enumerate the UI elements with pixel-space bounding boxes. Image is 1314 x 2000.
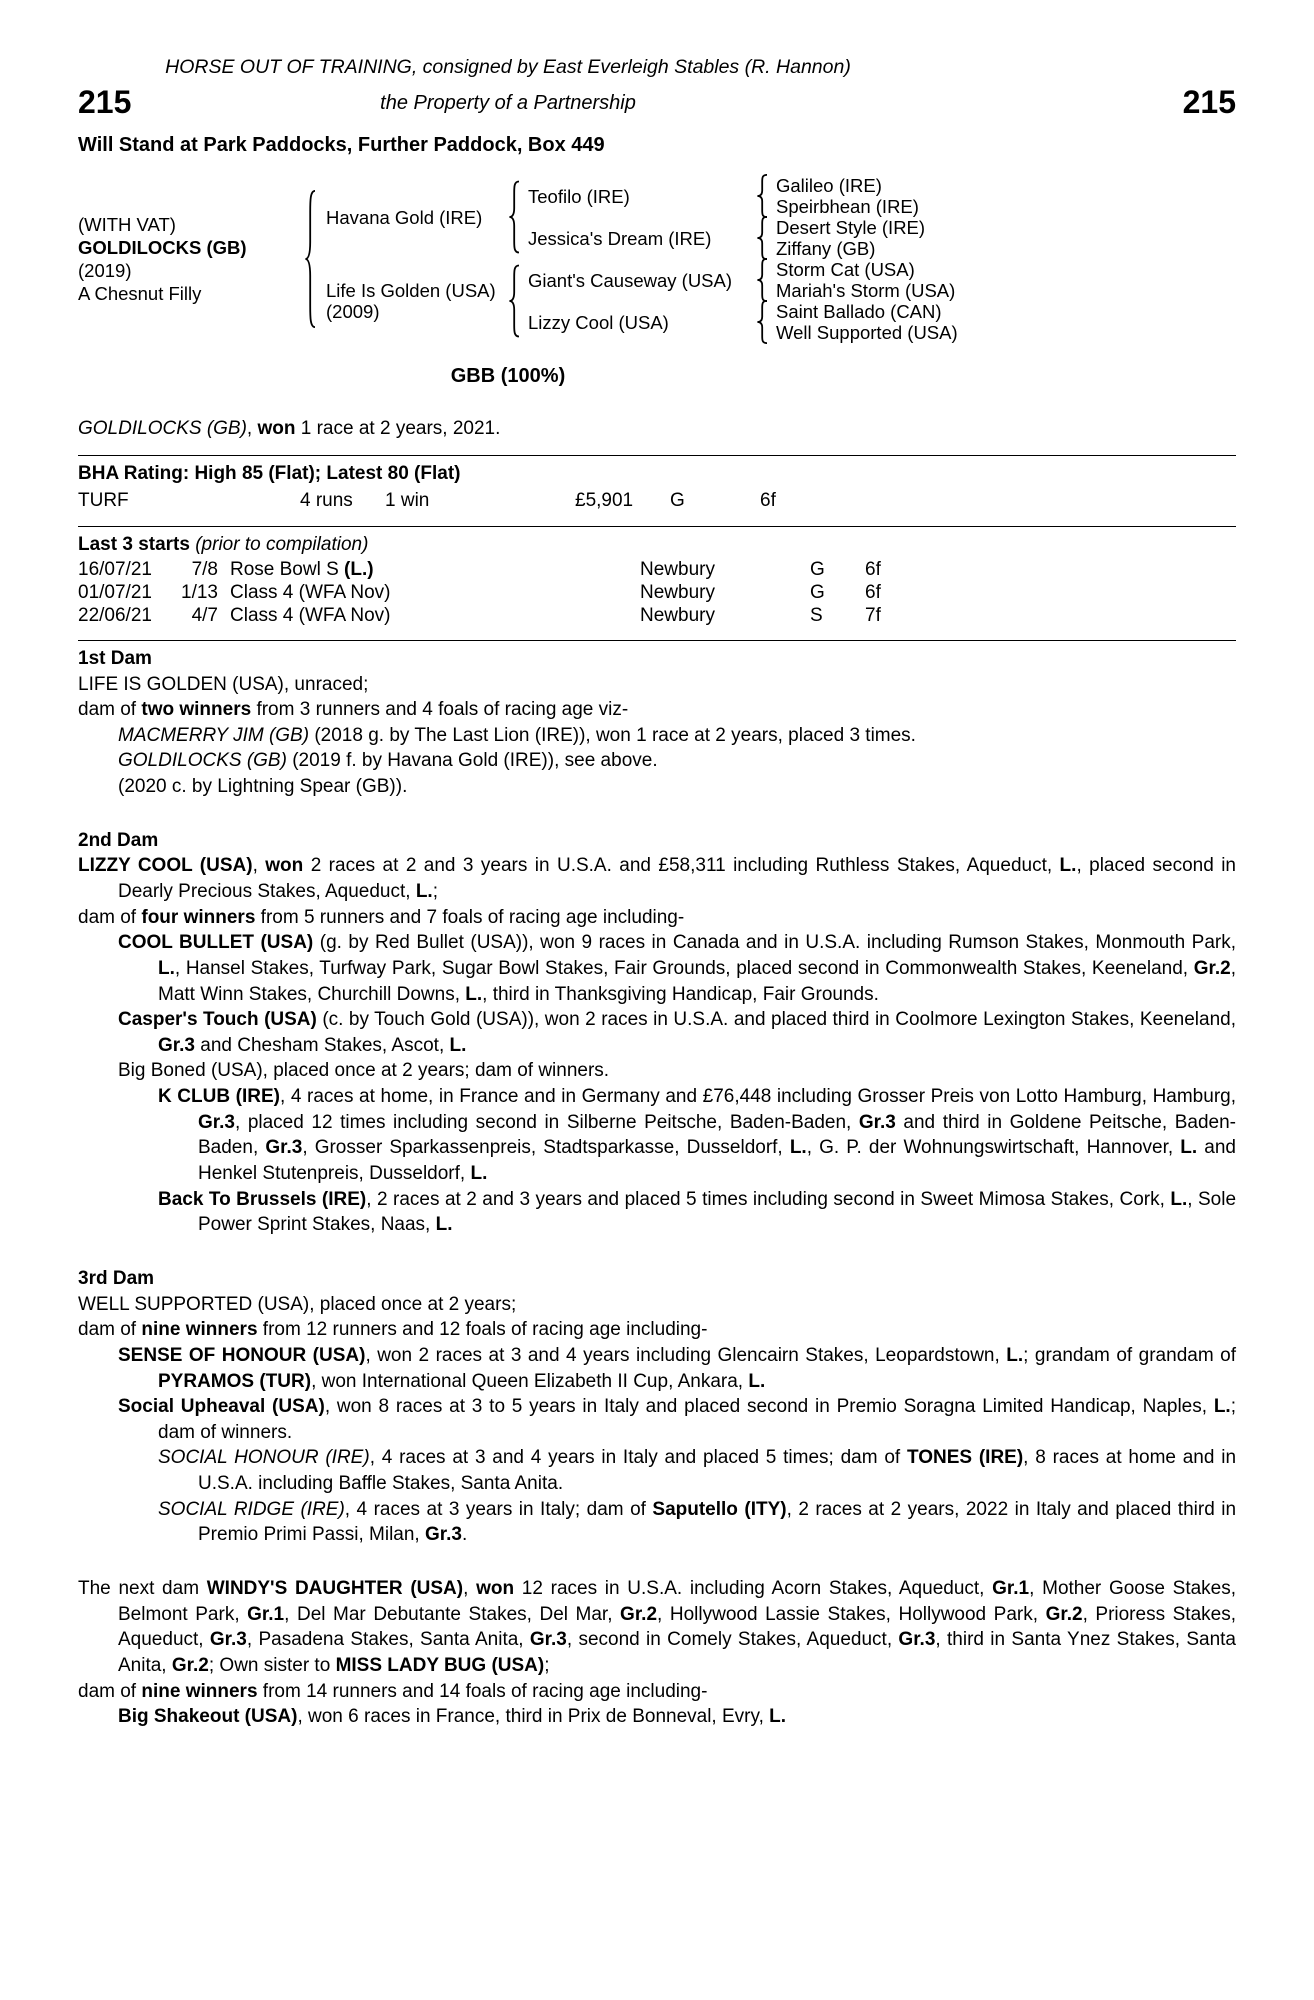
last-starts-title: Last 3 starts — [78, 534, 196, 556]
brace-icon — [303, 188, 319, 330]
pedigree-brace-small-3 — [750, 259, 776, 301]
start-race: Rose Bowl S (L.) — [230, 558, 374, 580]
great-grandparent-5: Storm Cat (USA) — [776, 259, 915, 281]
lot-header — [78, 82, 1236, 124]
second-dam-heading: 2nd Dam — [78, 829, 159, 851]
earnings-value: £5,901 — [575, 489, 634, 511]
brace-icon — [507, 180, 523, 254]
first-dam-heading: 1st Dam — [78, 647, 152, 669]
pedigree-paragraph: LIFE IS GOLDEN (USA), unraced; — [78, 673, 369, 695]
first-dam-section — [78, 641, 1236, 800]
pedigree-paragraph: LIZZY COOL (USA), won 2 races at 2 and 3 years in U.S.A. and £58,311 including Ruthless Stakes, Aqueduct, L., placed second in Dearly Precious Stakes, Aqueduct, L.; — [78, 855, 1237, 902]
pedigree-brace-dam — [502, 259, 528, 343]
start-position: 1/13 — [181, 581, 218, 603]
next-dam-section — [78, 1576, 1236, 1730]
brace-icon — [755, 300, 771, 344]
pedigree-table — [78, 175, 1236, 343]
start-date-pos — [78, 558, 218, 581]
dam-year: (2009) — [326, 301, 380, 323]
start-position: 7/8 — [191, 558, 218, 580]
subject-horse-block — [78, 175, 296, 343]
pedigree-brace-sire — [502, 175, 528, 259]
pedigree-brace-small-1 — [750, 175, 776, 217]
dam-block — [326, 259, 502, 343]
great-grandparent-1: Galileo (IRE) — [776, 175, 882, 197]
start-race: Class 4 (WFA Nov) — [230, 604, 391, 626]
pedigree-paragraph: SOCIAL HONOUR (IRE), 4 races at 3 and 4 years in Italy and placed 5 times; dam of TONES (IRE), 8 races at home and in U.S.A. including Baffle Stakes, Santa Anita. — [158, 1447, 1237, 1495]
grandsire-paternal: Teofilo (IRE) — [528, 185, 630, 207]
pedigree-paragraph: dam of two winners from 3 runners and 4 foals of racing age viz- — [78, 699, 629, 721]
pedigree-paragraph: (2020 c. by Lightning Spear (GB)). — [118, 776, 408, 798]
start-row — [78, 558, 1236, 581]
third-dam-heading: 3rd Dam — [78, 1267, 155, 1289]
start-date: 16/07/21 — [78, 558, 152, 580]
start-going: G — [810, 558, 825, 580]
pedigree-paragraph: GOLDILOCKS (GB) (2019 f. by Havana Gold (IRE)), see above. — [118, 750, 658, 772]
gbb-badge: GBB (100%) — [450, 365, 566, 388]
great-grandparent-7: Saint Ballado (CAN) — [776, 301, 942, 323]
brace-icon — [755, 174, 771, 218]
pedigree-brace-small-2 — [750, 217, 776, 259]
pedigree-paragraph: SENSE OF HONOUR (USA), won 2 races at 3 and 4 years including Glencairn Stakes, Leopardstown, L.; grandam of grandam of PYRAMOS (TUR), won International Queen Elizabeth II Cup, Ankara, L. — [118, 1344, 1236, 1392]
subject-horse-year: (2019) — [78, 260, 132, 282]
second-dam-section — [78, 828, 1236, 1238]
start-going: G — [810, 581, 825, 603]
distance-value: 6f — [760, 489, 776, 511]
great-grandparent-8: Well Supported (USA) — [776, 322, 958, 344]
stand-location-line: Will Stand at Park Paddocks, Further Paddock, Box 449 — [78, 134, 605, 157]
start-distance: 6f — [865, 581, 881, 603]
brace-icon — [755, 216, 771, 260]
start-distance: 7f — [865, 604, 881, 626]
sire-name: Havana Gold (IRE) — [326, 206, 483, 228]
pedigree-paragraph: Big Shakeout (USA), won 6 races in France, third in Prix de Bonneval, Evry, L. — [118, 1706, 787, 1728]
great-grandparent-2: Speirbhean (IRE) — [776, 196, 919, 218]
bha-rating-line: BHA Rating: High 85 (Flat); Latest 80 (Flat) — [78, 462, 461, 484]
dam-name: Life Is Golden (USA) — [326, 280, 496, 302]
surface-label: TURF — [78, 489, 129, 511]
start-race: Class 4 (WFA Nov) — [230, 581, 391, 603]
pedigree-paragraph: dam of nine winners from 12 runners and 12 foals of racing age including- — [78, 1319, 708, 1341]
going-value: G — [670, 489, 685, 511]
pedigree-paragraph: Back To Brussels (IRE), 2 races at 2 and 3 years and placed 5 times including second in Sweet Mimosa Stakes, Cork, L., Sole Power Sprint Stakes, Naas, L. — [158, 1188, 1237, 1236]
last-starts-section — [78, 527, 1236, 627]
subject-horse-name: GOLDILOCKS (GB) — [78, 237, 247, 259]
pedigree-paragraph: SOCIAL RIDGE (IRE), 4 races at 3 years in Italy; dam of Saputello (ITY), 2 races at 2 years, 2022 in Italy and placed third in Premio Primi Passi, Milan, Gr.3. — [158, 1498, 1237, 1546]
pedigree-paragraph: COOL BULLET (USA) (g. by Red Bullet (USA)), won 9 races in Canada and in U.S.A. including Rumson Stakes, Monmouth Park, L., Hansel Stakes, Turfway Park, Sugar Bowl Stakes, Fair Grounds, placed second in Commonwealth Stakes, Keeneland, Gr.2, Matt Winn Stakes, Churchill Downs, L., third in Thanksgiving Handicap, Fair Grounds. — [118, 932, 1236, 1005]
start-date-pos — [78, 581, 218, 604]
start-distance: 6f — [865, 558, 881, 580]
start-going: S — [810, 604, 823, 626]
granddam-paternal: Jessica's Dream (IRE) — [528, 227, 712, 249]
turf-record-row — [78, 488, 1236, 514]
pedigree-paragraph: Casper's Touch (USA) (c. by Touch Gold (USA)), won 2 races in U.S.A. and placed third in Coolmore Lexington Stakes, Keeneland, Gr.3 and Chesham Stakes, Ascot, L. — [118, 1009, 1236, 1056]
granddam-maternal: Lizzy Cool (USA) — [528, 311, 669, 333]
brace-icon — [507, 264, 523, 338]
last-starts-heading — [78, 532, 1236, 558]
start-course: Newbury — [640, 604, 715, 626]
start-date: 01/07/21 — [78, 581, 152, 603]
pedigree-paragraph: MACMERRY JIM (GB) (2018 g. by The Last Lion (IRE)), won 1 race at 2 years, placed 3 times. — [118, 724, 916, 746]
third-dam-section — [78, 1266, 1236, 1548]
pedigree-paragraph: dam of nine winners from 14 runners and 14 foals of racing age including- — [78, 1680, 708, 1702]
pedigree-paragraph: K CLUB (IRE), 4 races at home, in France and in Germany and £76,448 including Grosser Preis von Lotto Hamburg, Hamburg, Gr.3, placed 12 times including second in Silberne Peitsche, Baden-Baden, Gr.3 and third in Goldene Peitsche, Baden-Baden, Gr.3, Grosser Sparkassenpreis, Stadtsparkasse, Dusseldorf, L., G. P. der Wohnungswirtschaft, Hannover, L. and Henkel Stutenpreis, Dusseldorf, L. — [158, 1086, 1236, 1185]
pedigree-paragraph: Social Upheaval (USA), won 8 races at 3 to 5 years in Italy and placed second in Premio Soragna Limited Handicap, Naples, L.; dam of winners. — [118, 1396, 1236, 1443]
wins-count: 1 win — [385, 489, 430, 511]
pedigree-paragraph: WELL SUPPORTED (USA), placed once at 2 years; — [78, 1293, 517, 1315]
start-row — [78, 604, 1236, 627]
pedigree-paragraph: dam of four winners from 5 runners and 7 foals of racing age including- — [78, 906, 685, 928]
consignor-line: HORSE OUT OF TRAINING, consigned by East Everleigh Stables (R. Hannon) — [165, 56, 851, 78]
pedigree-paragraph: Big Boned (USA), placed once at 2 years; dam of winners. — [118, 1060, 610, 1082]
great-grandparent-6: Mariah's Storm (USA) — [776, 280, 956, 302]
pedigree-brace-large — [296, 175, 326, 343]
property-line: the Property of a Partnership — [380, 92, 636, 115]
great-grandparent-3: Desert Style (IRE) — [776, 217, 926, 239]
pedigree-brace-small-4 — [750, 301, 776, 343]
last-starts-note: (prior to compilation) — [195, 534, 369, 556]
great-grandparent-4: Ziffany (GB) — [776, 238, 876, 260]
lot-number-left: 215 — [78, 84, 132, 121]
rating-section — [78, 456, 1236, 513]
start-course: Newbury — [640, 558, 715, 580]
race-summary-line: GOLDILOCKS (GB), won 1 race at 2 years, 2021. — [78, 418, 501, 440]
vat-note: (WITH VAT) — [78, 214, 176, 236]
grandsire-maternal: Giant's Causeway (USA) — [528, 269, 733, 291]
brace-icon — [755, 258, 771, 302]
runs-count: 4 runs — [300, 489, 353, 511]
start-course: Newbury — [640, 581, 715, 603]
start-row — [78, 581, 1236, 604]
start-date-pos — [78, 604, 218, 627]
start-date: 22/06/21 — [78, 604, 152, 626]
start-position: 4/7 — [191, 604, 218, 626]
lot-number-right: 215 — [1182, 84, 1236, 121]
pedigree-paragraph: The next dam WINDY'S DAUGHTER (USA), won 12 races in U.S.A. including Acorn Stakes, Aqueduct, Gr.1, Mother Goose Stakes, Belmont Park, Gr.1, Del Mar Debutante Stakes, Del Mar, Gr.2, Hollywood Lassie Stakes, Hollywood Park, Gr.2, Prioress Stakes, Aqueduct, Gr.3, Pasadena Stakes, Santa Anita, Gr.3, second in Comely Stakes, Aqueduct, Gr.3, third in Santa Ynez Stakes, Santa Anita, Gr.2; Own sister to MISS LADY BUG (USA); — [78, 1578, 1237, 1676]
subject-horse-description: A Chesnut Filly — [78, 283, 202, 305]
